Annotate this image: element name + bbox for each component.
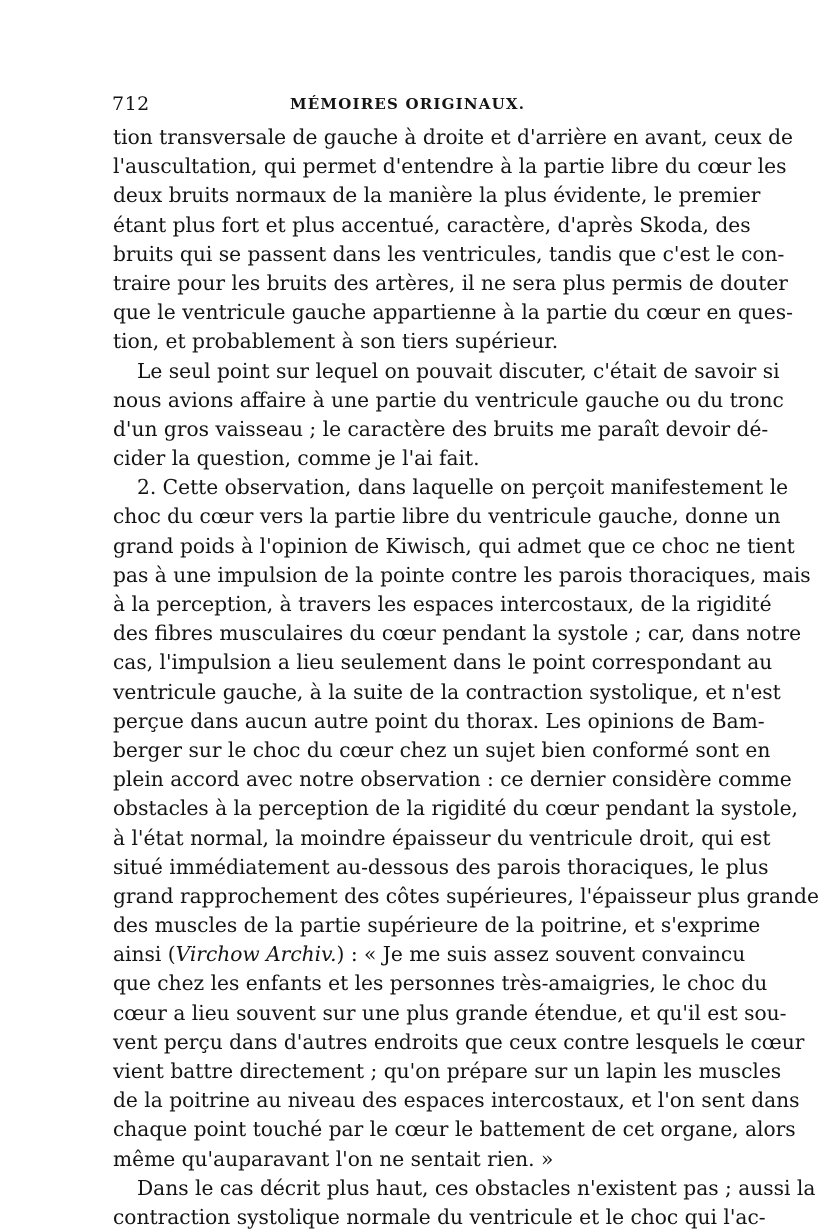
text-line: grand rapprochement des côtes supérieures, l'épaisseur plus grande [113,883,819,908]
text-line: ventricule gauche, à la suite de la contraction systolique, et n'est [113,679,781,704]
text-line: contraction systolique normale du ventricule et le choc qui l'ac- [113,1204,766,1229]
text-line: tion, et probablement à son tiers supérieur. [113,329,559,354]
text-line: d'un gros vaisseau ; le caractère des bruits me paraît devoir dé- [113,416,769,441]
citation-source: Virchow Archiv. [175,942,337,967]
text-line: que le ventricule gauche appartienne à la partie du cœur en ques- [113,300,793,325]
text-line: étant plus fort et plus accentué, caractère, d'après Skoda, des [113,212,751,237]
citation-open: ainsi ( [113,942,176,967]
text-line: même qu'auparavant l'on ne sentait rien. » [113,1146,554,1171]
text-line: perçue dans aucun autre point du thorax. Les opinions de Bam- [113,708,765,733]
text-line: bruits qui se passent dans les ventricules, tandis que c'est le con- [113,241,785,266]
text-line: plein accord avec notre observation : ce dernier considère comme [113,767,792,792]
text-line: cœur a lieu souvent sur une plus grande étendue, et qu'il est sou- [113,1000,787,1025]
text-line: l'auscultation, qui permet d'entendre à la partie libre du cœur les [113,154,787,179]
page-header [112,93,692,121]
text-line: des fibres musculaires du cœur pendant la systole ; car, dans notre [113,621,802,646]
text-line: 2. Cette observation, dans laquelle on perçoit manifestement le [137,475,789,500]
body-text [113,123,819,1232]
text-line: à l'état normal, la moindre épaisseur du ventricule droit, qui est [113,825,771,850]
text-line: cider la question, comme je l'ai fait. [113,446,480,471]
text-line: tion transversale de gauche à droite et d'arrière en avant, ceux de [113,125,793,149]
text-line: traire pour les bruits des artères, il ne sera plus permis de douter [113,270,788,295]
text-line: situé immédiatement au-dessous des parois thoraciques, le plus [113,854,769,879]
text-line: nous avions affaire à une partie du ventricule gauche ou du tronc [113,387,784,412]
text-line: deux bruits normaux de la manière la plus évidente, le premier [113,183,761,208]
text-line: Le seul point sur lequel on pouvait discuter, c'était de savoir si [137,358,780,383]
text-line: grand poids à l'opinion de Kiwisch, qui admet que ce choc ne tient [113,533,795,558]
text-line: chaque point touché par le cœur le battement de cet organe, alors [113,1117,796,1142]
text-line-citation [113,940,746,969]
text-line: cas, l'impulsion a lieu seulement dans le point correspondant au [113,650,773,675]
text-line: pas à une impulsion de la pointe contre les parois thoraciques, mais [113,562,811,587]
text-line: choc du cœur vers la partie libre du ventricule gauche, donne un [113,504,781,529]
text-line: vent perçu dans d'autres endroits que ceux contre lesquels le cœur [113,1029,805,1054]
text-line: des muscles de la partie supérieure de la poitrine, et s'exprime [113,913,761,938]
text-line: obstacles à la perception de la rigidité du cœur pendant la systole, [113,796,798,821]
page-number: 712 [112,93,150,115]
text-line: à la perception, à travers les espaces intercostaux, de la rigidité [113,592,772,616]
running-title: MÉMOIRES ORIGINAUX. [290,95,526,113]
text-line: vient battre directement ; qu'on prépare sur un lapin les muscles [113,1059,782,1083]
text-line: de la poitrine au niveau des espaces intercostaux, et l'on sent dans [113,1088,800,1113]
text-line: berger sur le choc du cœur chez un sujet bien conformé sont en [113,737,771,762]
text-line: Dans le cas décrit plus haut, ces obstacles n'existent pas ; aussi la [137,1175,816,1200]
citation-quote-start: ) : « Je me suis assez souvent convaincu [336,942,746,967]
text-line: que chez les enfants et les personnes très-amaigries, le choc du [113,971,768,996]
